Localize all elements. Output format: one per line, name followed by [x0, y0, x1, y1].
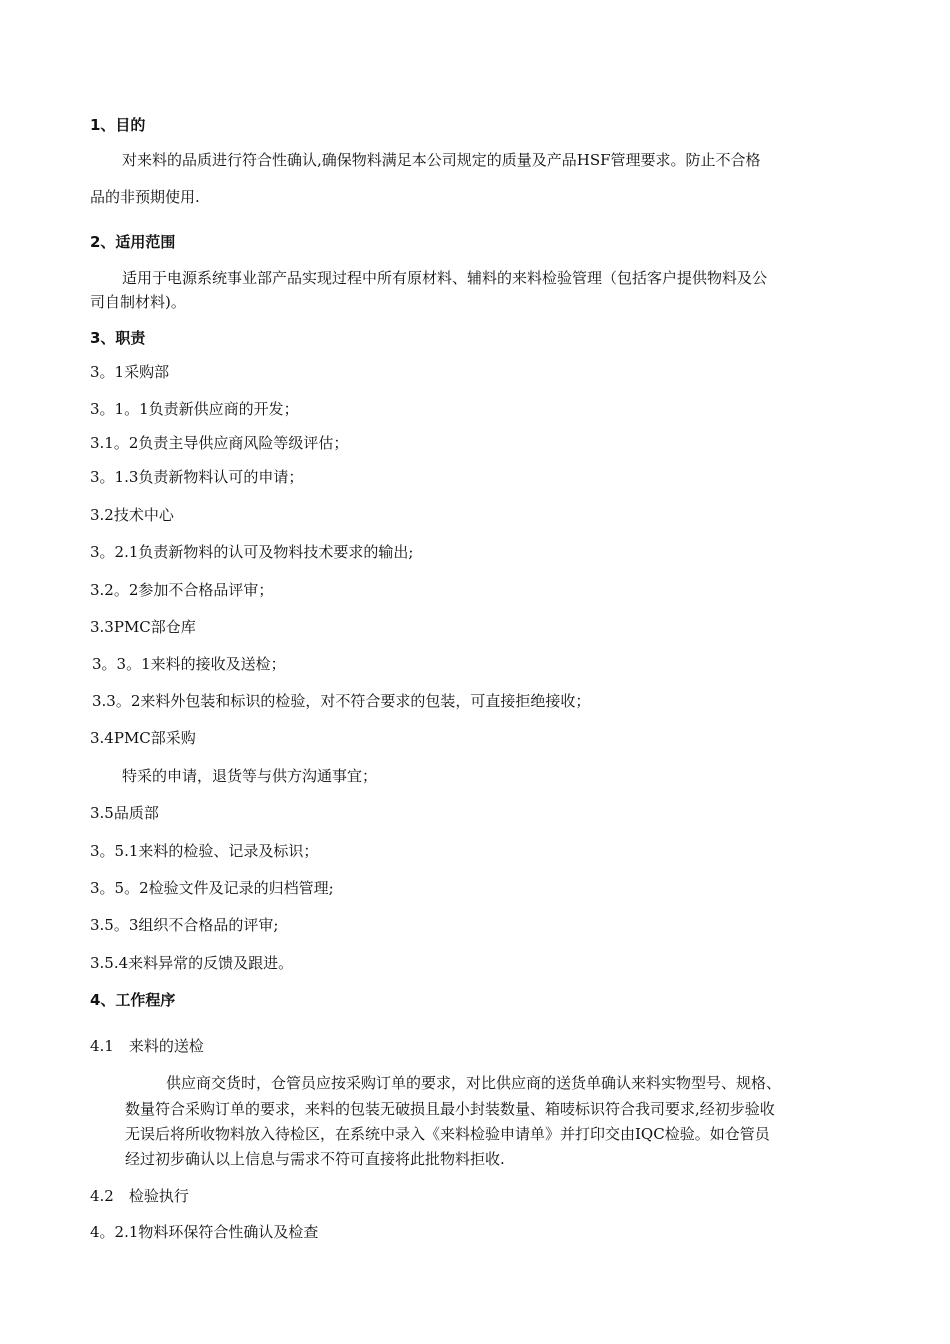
- section-3-heading: 3、职责: [90, 329, 146, 347]
- section-3-item: 3。2.1负责新物料的认可及物料技术要求的输出;: [90, 543, 414, 561]
- section-3-item: 3.1。2负责主导供应商风险等级评估；: [90, 434, 349, 452]
- section-4-1-line-4: 经过初步确认以上信息与需求不符可直接将此批物料拒收.: [125, 1150, 505, 1168]
- section-3-item: 3。1.3负责新物料认可的申请；: [90, 468, 304, 486]
- section-4-1-line-3: 无误后将所收物料放入待检区，在系统中录入《来料检验申请单》并打印交由IQC检验。如仓管员: [125, 1125, 770, 1143]
- section-4-1-line-2: 数量符合采购订单的要求，来料的包装无破损且最小封装数量、箱唛标识符合我司要求,经初步验收: [125, 1100, 775, 1118]
- section-3-item: 3.5.4来料异常的反馈及跟进。: [90, 954, 294, 972]
- section-3-item: 3.5。3组织不合格品的评审;: [90, 916, 279, 934]
- section-3-item: 3.2技术中心: [90, 506, 174, 524]
- section-1-heading: 1、目的: [90, 116, 146, 134]
- section-3-item: 3.4PMC部采购: [90, 729, 196, 747]
- section-2-paragraph-line-1: 适用于电源系统事业部产品实现过程中所有原材料、辅料的来料检验管理（包括客户提供物料及公: [122, 269, 768, 287]
- section-3-item: 3。1采购部: [90, 363, 170, 381]
- section-4-2-title: 4.2 检验执行: [90, 1187, 189, 1205]
- section-3-item: 3.3PMC部仓库: [90, 618, 196, 636]
- section-2-heading: 2、适用范围: [90, 233, 176, 251]
- section-3-item: 3.2。2参加不合格品评审；: [90, 581, 274, 599]
- section-4-2-1: 4。2.1物料环保符合性确认及检查: [90, 1223, 319, 1241]
- section-1-paragraph-line-2: 品的非预期使用.: [90, 188, 200, 206]
- section-4-1-line-1: 供应商交货时，仓管员应按采购订单的要求，对比供应商的送货单确认来料实物型号、规格、: [166, 1074, 782, 1092]
- section-3-item: 特采的申请，退货等与供方沟通事宜；: [122, 767, 378, 785]
- section-3-item: 3。5.1来料的检验、记录及标识；: [90, 842, 319, 860]
- section-3-item: 3.3。2来料外包装和标识的检验，对不符合要求的包装，可直接拒绝接收；: [92, 692, 591, 710]
- section-3-item: 3。5。2检验文件及记录的归档管理;: [90, 879, 334, 897]
- section-4-heading: 4、工作程序: [90, 991, 176, 1009]
- section-2-paragraph-line-2: 司自制材料)。: [90, 293, 186, 311]
- section-1-paragraph-line-1: 对来料的品质进行符合性确认,确保物料满足本公司规定的质量及产品HSF管理要求。防止不合格: [122, 151, 761, 169]
- section-3-item: 3。3。1来料的接收及送检；: [92, 655, 286, 673]
- section-3-item: 3。1。1负责新供应商的开发；: [90, 400, 299, 418]
- section-3-item: 3.5品质部: [90, 804, 159, 822]
- section-4-1-title: 4.1 来料的送检: [90, 1037, 204, 1055]
